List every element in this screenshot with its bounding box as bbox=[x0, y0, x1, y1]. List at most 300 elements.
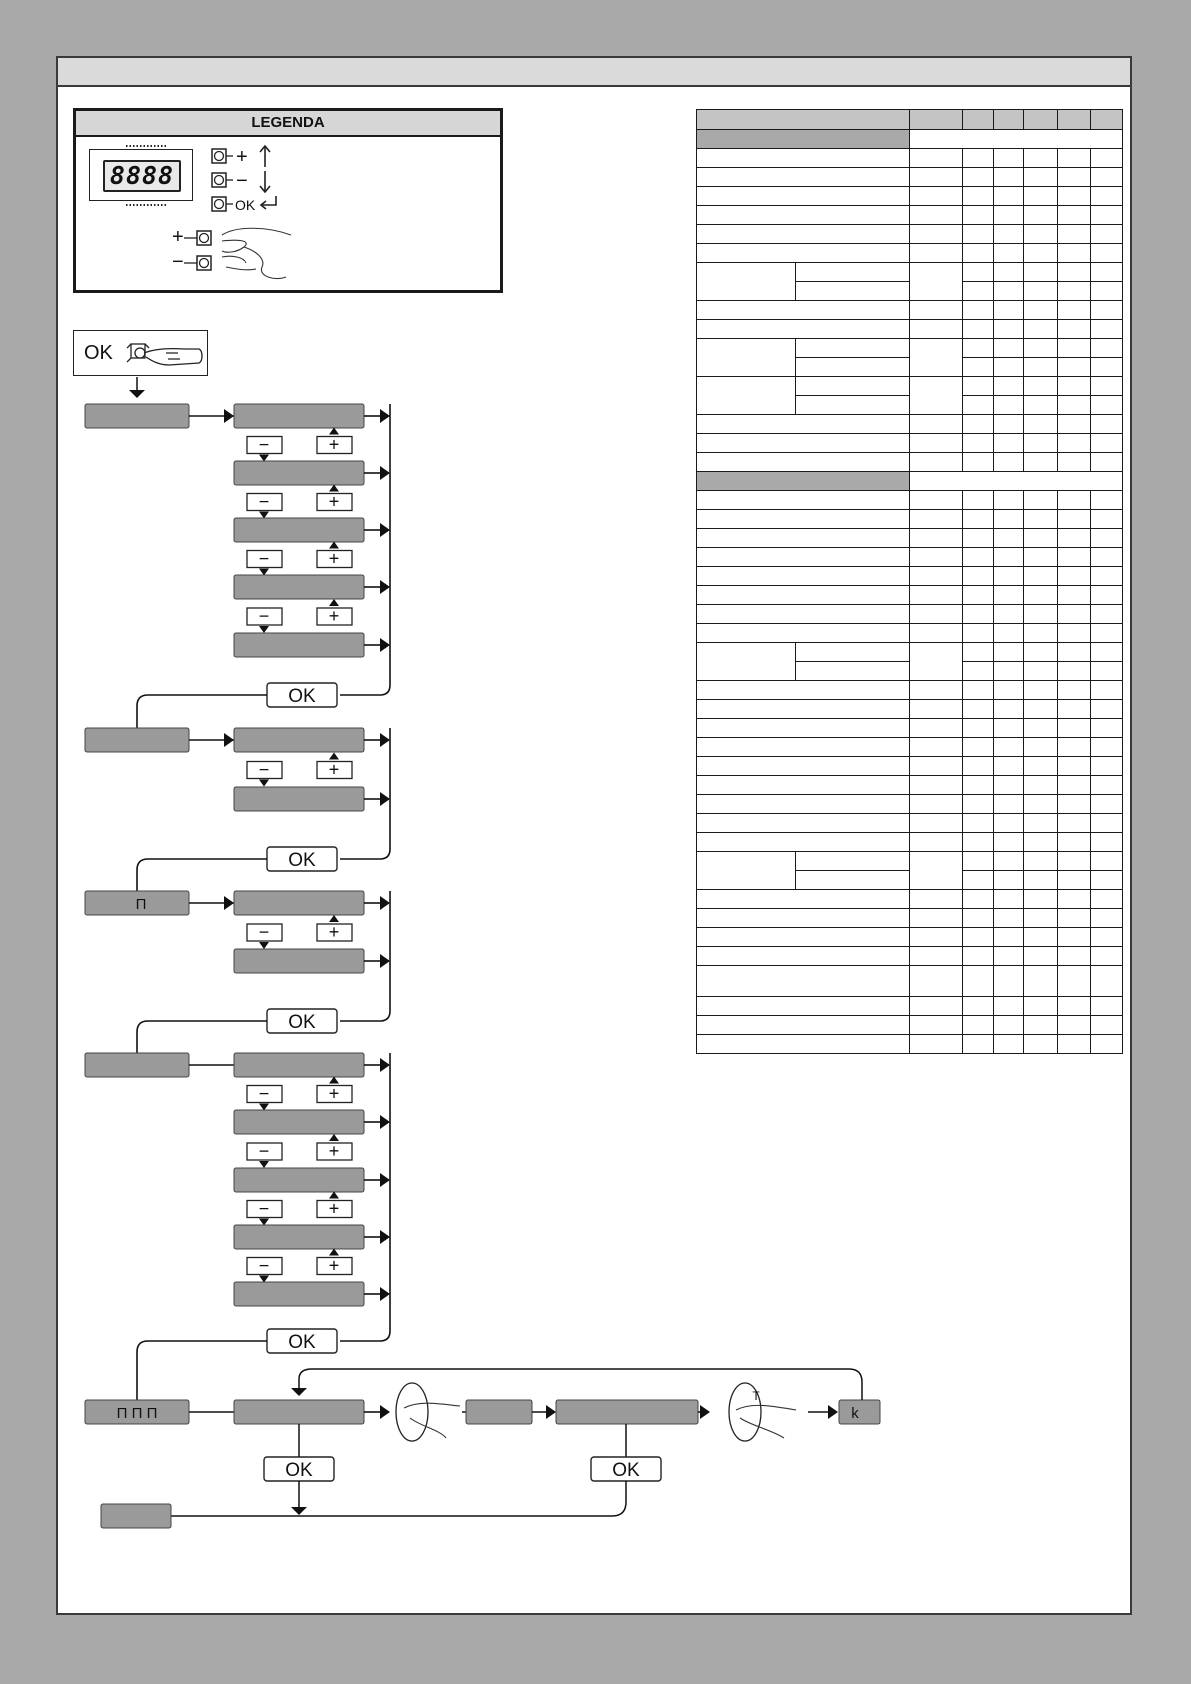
menu-2-step-1-plus-label: + bbox=[328, 759, 340, 780]
param-name-cell bbox=[697, 909, 910, 928]
param-name-cell bbox=[697, 776, 910, 795]
param-value-cell bbox=[1091, 396, 1123, 415]
menu-2-step-1-up-arrow-icon bbox=[329, 753, 339, 760]
menu-4-option-1 bbox=[234, 1053, 364, 1077]
param-value-cell bbox=[963, 909, 994, 928]
param-value-cell bbox=[1058, 662, 1091, 681]
param-value-cell bbox=[1058, 225, 1091, 244]
param-value-cell bbox=[994, 567, 1024, 586]
param-value-cell bbox=[1058, 149, 1091, 168]
param-name-cell bbox=[697, 947, 910, 966]
param-value-cell bbox=[1091, 415, 1123, 434]
param-value-cell bbox=[1024, 852, 1058, 871]
section-fill-cell bbox=[910, 130, 1123, 149]
exit-box bbox=[101, 1504, 171, 1528]
transmitter-key-mark: T bbox=[752, 1389, 760, 1403]
param-value-cell bbox=[1058, 244, 1091, 263]
param-sub-cell bbox=[796, 643, 910, 662]
param-value-cell bbox=[1058, 510, 1091, 529]
param-value-cell bbox=[1091, 206, 1123, 225]
param-group-cell bbox=[697, 339, 796, 377]
menu-4-step-3-down-arrow-icon bbox=[259, 1219, 269, 1226]
param-value-cell bbox=[1058, 415, 1091, 434]
param-name-cell bbox=[697, 795, 910, 814]
param-value-cell bbox=[963, 605, 994, 624]
learn-step-3-box bbox=[556, 1400, 698, 1424]
param-value-cell bbox=[1058, 529, 1091, 548]
menu-1-option-4 bbox=[234, 575, 364, 599]
param-value-cell bbox=[1024, 795, 1058, 814]
param-value-cell bbox=[910, 586, 963, 605]
param-name-cell bbox=[697, 206, 910, 225]
board-plus-symbol: + bbox=[172, 226, 184, 248]
menu-3-display-text: Π bbox=[135, 896, 147, 913]
param-value-cell bbox=[1058, 997, 1091, 1016]
param-value-cell bbox=[963, 225, 994, 244]
param-value-cell bbox=[1058, 301, 1091, 320]
param-value-cell bbox=[994, 225, 1024, 244]
param-value-cell bbox=[910, 909, 963, 928]
param-value-cell bbox=[963, 263, 994, 282]
param-value-cell bbox=[963, 1016, 994, 1035]
param-value-cell bbox=[1024, 434, 1058, 453]
param-value-cell bbox=[1024, 909, 1058, 928]
param-value-cell bbox=[1058, 890, 1091, 909]
menu-3-step-1-minus-label: − bbox=[258, 922, 270, 942]
learn-loop-line bbox=[299, 1369, 862, 1400]
menu-4-option-3-out-arrow-icon bbox=[380, 1173, 390, 1187]
param-sub-cell bbox=[796, 377, 910, 396]
param-value-cell bbox=[1024, 567, 1058, 586]
param-value-cell bbox=[1091, 757, 1123, 776]
table-row bbox=[697, 997, 1123, 1016]
param-value-cell bbox=[910, 529, 963, 548]
table-row bbox=[697, 966, 1123, 997]
menu-1-step-4-minus-label: − bbox=[258, 606, 270, 626]
param-value-cell bbox=[963, 415, 994, 434]
param-value-cell bbox=[1091, 149, 1123, 168]
param-value-cell bbox=[1091, 491, 1123, 510]
param-value-cell bbox=[1058, 681, 1091, 700]
param-name-cell bbox=[697, 491, 910, 510]
param-group-cell bbox=[697, 263, 796, 301]
param-value-cell bbox=[1091, 997, 1123, 1016]
table-row bbox=[697, 681, 1123, 700]
learn-step-1-arrow-icon bbox=[380, 1405, 390, 1419]
param-value-cell bbox=[963, 833, 994, 852]
table-row bbox=[697, 719, 1123, 738]
param-value-cell bbox=[1024, 491, 1058, 510]
menu-4-step-3-plus-label: + bbox=[328, 1198, 340, 1219]
param-value-cell bbox=[1058, 852, 1091, 871]
learn-step-3-arrow-icon bbox=[700, 1405, 710, 1419]
param-name-cell bbox=[697, 453, 910, 472]
menu-1-option-3-out-arrow-icon bbox=[380, 523, 390, 537]
param-value-cell bbox=[963, 624, 994, 643]
param-value-cell bbox=[910, 320, 963, 339]
param-value-cell bbox=[963, 776, 994, 795]
param-value-cell bbox=[910, 567, 963, 586]
menu-3-step-1-down-arrow-icon bbox=[259, 942, 269, 949]
ok-key-symbol: OK bbox=[235, 197, 256, 213]
param-value-cell bbox=[1091, 339, 1123, 358]
param-name-cell bbox=[697, 434, 910, 453]
table-row bbox=[697, 377, 1123, 396]
param-name-cell bbox=[697, 225, 910, 244]
param-value-cell bbox=[910, 833, 963, 852]
table-row bbox=[697, 757, 1123, 776]
menu-1-option-5-out-arrow-icon bbox=[380, 638, 390, 652]
param-value-cell bbox=[910, 263, 963, 301]
param-value-cell bbox=[1058, 738, 1091, 757]
param-value-cell bbox=[963, 795, 994, 814]
menu-4-step-4-up-arrow-icon bbox=[329, 1249, 339, 1256]
menu-1-ok-button-label: OK bbox=[288, 686, 316, 707]
param-value-cell bbox=[910, 225, 963, 244]
menu-1-option-2-out-arrow-icon bbox=[380, 466, 390, 480]
menu-1-step-4-up-arrow-icon bbox=[329, 599, 339, 606]
table-row bbox=[697, 529, 1123, 548]
param-value-cell bbox=[963, 434, 994, 453]
param-value-cell bbox=[1091, 1016, 1123, 1035]
learn-result-box bbox=[839, 1400, 880, 1424]
param-value-cell bbox=[963, 320, 994, 339]
param-value-cell bbox=[1058, 187, 1091, 206]
menu-4-step-4-minus-label: − bbox=[258, 1255, 270, 1276]
param-value-cell bbox=[1091, 605, 1123, 624]
param-value-cell bbox=[963, 206, 994, 225]
param-value-cell bbox=[963, 757, 994, 776]
param-value-cell bbox=[994, 377, 1024, 396]
param-value-cell bbox=[910, 643, 963, 681]
menu-4-step-2-plus-label: + bbox=[328, 1141, 340, 1161]
param-name-cell bbox=[697, 719, 910, 738]
param-value-cell bbox=[1024, 415, 1058, 434]
board-minus-symbol: − bbox=[172, 251, 184, 273]
param-name-cell bbox=[697, 548, 910, 567]
param-value-cell bbox=[994, 757, 1024, 776]
param-value-cell bbox=[994, 738, 1024, 757]
param-value-cell bbox=[1058, 871, 1091, 890]
section-title-cell bbox=[697, 472, 910, 491]
table-row bbox=[697, 453, 1123, 472]
param-value-cell bbox=[1091, 719, 1123, 738]
param-value-cell bbox=[1058, 377, 1091, 396]
param-value-cell bbox=[963, 719, 994, 738]
param-name-cell bbox=[697, 738, 910, 757]
param-value-cell bbox=[1091, 909, 1123, 928]
menu-4-step-1-minus-label: − bbox=[258, 1083, 270, 1104]
param-value-cell bbox=[910, 1035, 963, 1054]
param-value-cell bbox=[1091, 301, 1123, 320]
param-value-cell bbox=[1058, 624, 1091, 643]
table-row bbox=[697, 301, 1123, 320]
param-value-cell bbox=[1058, 909, 1091, 928]
param-value-cell bbox=[1024, 928, 1058, 947]
param-value-cell bbox=[1058, 833, 1091, 852]
menu-4-step-2-minus-label: − bbox=[258, 1141, 270, 1161]
param-sub-cell bbox=[796, 852, 910, 871]
menu-4-option-2 bbox=[234, 1110, 364, 1134]
param-value-cell bbox=[910, 681, 963, 700]
param-value-cell bbox=[994, 358, 1024, 377]
param-value-cell bbox=[994, 719, 1024, 738]
param-value-cell bbox=[963, 643, 994, 662]
table-header-row bbox=[697, 110, 1123, 130]
param-value-cell bbox=[963, 586, 994, 605]
table-row bbox=[697, 567, 1123, 586]
param-name-cell bbox=[697, 1035, 910, 1054]
table-row bbox=[697, 605, 1123, 624]
param-value-cell bbox=[963, 738, 994, 757]
learn-step-2-box bbox=[466, 1400, 532, 1424]
param-value-cell bbox=[1058, 263, 1091, 282]
seven-segment-display: 8888 bbox=[103, 160, 181, 192]
header-cell bbox=[994, 110, 1024, 130]
param-value-cell bbox=[994, 643, 1024, 662]
param-value-cell bbox=[1091, 624, 1123, 643]
param-value-cell bbox=[1091, 662, 1123, 681]
param-value-cell bbox=[910, 776, 963, 795]
param-value-cell bbox=[994, 662, 1024, 681]
menu-4-step-4-plus-label: + bbox=[328, 1255, 340, 1276]
remote-button-press-icon bbox=[396, 1383, 428, 1441]
menu-1-step-2-up-arrow-icon bbox=[329, 485, 339, 492]
param-value-cell bbox=[1091, 966, 1123, 997]
param-value-cell bbox=[1058, 814, 1091, 833]
menu-3-arrow-icon bbox=[224, 896, 234, 910]
param-value-cell bbox=[994, 434, 1024, 453]
param-value-cell bbox=[910, 719, 963, 738]
table-row bbox=[697, 947, 1123, 966]
param-value-cell bbox=[1091, 510, 1123, 529]
param-value-cell bbox=[910, 795, 963, 814]
param-value-cell bbox=[1091, 890, 1123, 909]
param-name-cell bbox=[697, 567, 910, 586]
param-value-cell bbox=[1091, 358, 1123, 377]
param-value-cell bbox=[994, 320, 1024, 339]
param-value-cell bbox=[1091, 586, 1123, 605]
header-cell bbox=[963, 110, 994, 130]
param-value-cell bbox=[1058, 586, 1091, 605]
param-value-cell bbox=[963, 339, 994, 358]
menu-1-step-4-down-arrow-icon bbox=[259, 626, 269, 633]
param-value-cell bbox=[963, 947, 994, 966]
param-value-cell bbox=[963, 662, 994, 681]
param-value-cell bbox=[963, 681, 994, 700]
param-value-cell bbox=[910, 168, 963, 187]
param-value-cell bbox=[994, 605, 1024, 624]
menu-4-option-4 bbox=[234, 1225, 364, 1249]
menu-4-option-3 bbox=[234, 1168, 364, 1192]
start-ok-label: OK bbox=[84, 342, 113, 364]
param-value-cell bbox=[1058, 206, 1091, 225]
learn-step-4-arrow-icon bbox=[828, 1405, 838, 1419]
param-value-cell bbox=[1091, 738, 1123, 757]
param-value-cell bbox=[910, 434, 963, 453]
table-row bbox=[697, 738, 1123, 757]
param-value-cell bbox=[1024, 947, 1058, 966]
param-name-cell bbox=[697, 301, 910, 320]
menu-4-step-1-down-arrow-icon bbox=[259, 1104, 269, 1111]
param-sub-cell bbox=[796, 871, 910, 890]
param-value-cell bbox=[994, 586, 1024, 605]
param-value-cell bbox=[994, 833, 1024, 852]
section-fill-cell bbox=[910, 472, 1123, 491]
param-value-cell bbox=[963, 396, 994, 415]
menu-3-ok-button-label: OK bbox=[288, 1012, 316, 1033]
param-value-cell bbox=[963, 510, 994, 529]
param-value-cell bbox=[1024, 700, 1058, 719]
param-value-cell bbox=[1058, 548, 1091, 567]
menu-3-option-2-out-arrow-icon bbox=[380, 954, 390, 968]
param-value-cell bbox=[963, 567, 994, 586]
param-value-cell bbox=[910, 928, 963, 947]
param-value-cell bbox=[1058, 434, 1091, 453]
param-value-cell bbox=[910, 624, 963, 643]
param-value-cell bbox=[994, 282, 1024, 301]
menu-1-option-5 bbox=[234, 633, 364, 657]
param-name-cell bbox=[697, 928, 910, 947]
param-value-cell bbox=[1024, 149, 1058, 168]
param-name-cell bbox=[697, 149, 910, 168]
param-value-cell bbox=[910, 947, 963, 966]
menu-3-option-2 bbox=[234, 949, 364, 973]
param-value-cell bbox=[994, 244, 1024, 263]
param-value-cell bbox=[963, 453, 994, 472]
param-value-cell bbox=[910, 453, 963, 472]
param-name-cell bbox=[697, 681, 910, 700]
param-value-cell bbox=[1058, 795, 1091, 814]
param-value-cell bbox=[1024, 168, 1058, 187]
param-value-cell bbox=[1091, 814, 1123, 833]
param-value-cell bbox=[994, 776, 1024, 795]
param-value-cell bbox=[910, 149, 963, 168]
param-value-cell bbox=[1024, 757, 1058, 776]
param-value-cell bbox=[1024, 453, 1058, 472]
plus-key-symbol: + bbox=[236, 146, 248, 168]
param-value-cell bbox=[963, 1035, 994, 1054]
param-name-cell bbox=[697, 187, 910, 206]
menu-1-step-1-up-arrow-icon bbox=[329, 428, 339, 435]
menu-4-step-2-down-arrow-icon bbox=[259, 1161, 269, 1168]
param-value-cell bbox=[910, 1016, 963, 1035]
param-value-cell bbox=[994, 301, 1024, 320]
param-value-cell bbox=[963, 301, 994, 320]
param-value-cell bbox=[1058, 966, 1091, 997]
menu-1-step-1-down-arrow-icon bbox=[259, 455, 269, 462]
param-value-cell bbox=[1091, 776, 1123, 795]
menu-1-step-3-minus-label: − bbox=[258, 548, 270, 569]
param-value-cell bbox=[1091, 928, 1123, 947]
header-cell bbox=[1058, 110, 1091, 130]
param-value-cell bbox=[963, 358, 994, 377]
learn-step-2-arrow-icon bbox=[546, 1405, 556, 1419]
param-value-cell bbox=[1058, 168, 1091, 187]
table-row bbox=[697, 624, 1123, 643]
param-value-cell bbox=[1024, 586, 1058, 605]
param-value-cell bbox=[994, 339, 1024, 358]
menu-2-next-line bbox=[137, 859, 267, 891]
learn-ok-button-2-label: OK bbox=[612, 1460, 640, 1481]
param-value-cell bbox=[1024, 377, 1058, 396]
menu-2-option-2 bbox=[234, 787, 364, 811]
param-value-cell bbox=[910, 997, 963, 1016]
param-value-cell bbox=[1058, 320, 1091, 339]
param-value-cell bbox=[910, 757, 963, 776]
param-value-cell bbox=[910, 510, 963, 529]
param-value-cell bbox=[1091, 871, 1123, 890]
learn-ok-2-return-line bbox=[171, 1481, 626, 1516]
table-section-row bbox=[697, 472, 1123, 491]
param-name-cell bbox=[697, 833, 910, 852]
param-value-cell bbox=[994, 700, 1024, 719]
menu-1-step-1-plus-label: + bbox=[328, 434, 340, 455]
param-value-cell bbox=[963, 700, 994, 719]
param-value-cell bbox=[910, 890, 963, 909]
param-value-cell bbox=[994, 909, 1024, 928]
param-group-cell bbox=[697, 377, 796, 415]
param-value-cell bbox=[1024, 776, 1058, 795]
param-sub-cell bbox=[796, 339, 910, 358]
param-name-cell bbox=[697, 890, 910, 909]
menu-2-option-2-out-arrow-icon bbox=[380, 792, 390, 806]
param-value-cell bbox=[994, 814, 1024, 833]
menu-2-ok-button-label: OK bbox=[288, 850, 316, 871]
param-value-cell bbox=[994, 1035, 1024, 1054]
param-value-cell bbox=[1024, 624, 1058, 643]
table-row bbox=[697, 643, 1123, 662]
param-value-cell bbox=[1091, 377, 1123, 396]
menu-4-step-1-plus-label: + bbox=[328, 1083, 340, 1104]
param-value-cell bbox=[1024, 643, 1058, 662]
param-name-cell bbox=[697, 1016, 910, 1035]
param-value-cell bbox=[1091, 263, 1123, 282]
param-value-cell bbox=[1024, 510, 1058, 529]
param-name-cell bbox=[697, 700, 910, 719]
menu-5-display-text: Π Π Π bbox=[116, 1405, 158, 1422]
param-value-cell bbox=[1091, 168, 1123, 187]
section-title-cell bbox=[697, 130, 910, 149]
param-value-cell bbox=[1024, 719, 1058, 738]
param-name-cell bbox=[697, 168, 910, 187]
param-value-cell bbox=[1091, 1035, 1123, 1054]
param-value-cell bbox=[1058, 700, 1091, 719]
param-value-cell bbox=[994, 415, 1024, 434]
menu-2-step-1-minus-label: − bbox=[258, 759, 270, 780]
param-value-cell bbox=[1091, 795, 1123, 814]
param-value-cell bbox=[910, 339, 963, 377]
menu-1-step-1-minus-label: − bbox=[258, 434, 270, 455]
menu-4-option-5-out-arrow-icon bbox=[380, 1287, 390, 1301]
param-value-cell bbox=[963, 928, 994, 947]
param-value-cell bbox=[910, 187, 963, 206]
menu-3-next-line bbox=[137, 1021, 267, 1053]
param-value-cell bbox=[910, 206, 963, 225]
menu-1-option-1 bbox=[234, 404, 364, 428]
param-value-cell bbox=[994, 548, 1024, 567]
param-value-cell bbox=[1024, 339, 1058, 358]
table-row bbox=[697, 795, 1123, 814]
param-value-cell bbox=[1091, 282, 1123, 301]
param-value-cell bbox=[963, 890, 994, 909]
table-row bbox=[697, 510, 1123, 529]
learn-exit-arrow-icon bbox=[291, 1507, 307, 1515]
menu-3-return-line bbox=[340, 1011, 390, 1021]
menu-1-option-2 bbox=[234, 461, 364, 485]
param-value-cell bbox=[1058, 491, 1091, 510]
menu-4-ok-button-label: OK bbox=[288, 1332, 316, 1353]
